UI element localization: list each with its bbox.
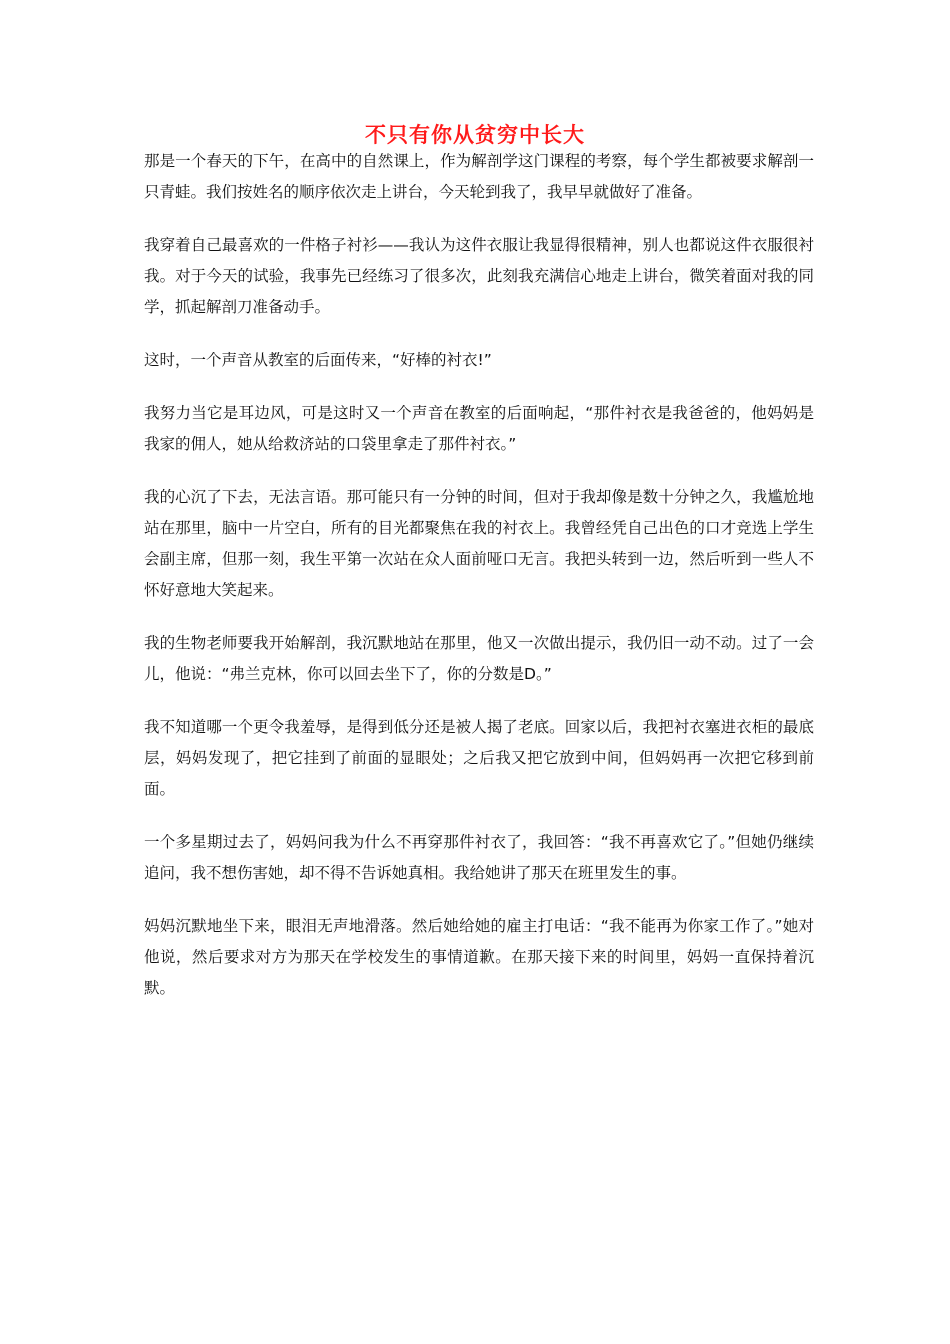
paragraph-1: 那是一个春天的下午，在高中的自然课上，作为解剖学这门课程的考察，每个学生都被要求解剖一只青蛙。我们按姓名的顺序依次走上讲台，今天轮到我了，我早早就做好了准备。 bbox=[144, 152, 814, 201]
paragraph-3: 这时，一个声音从教室的后面传来，“好棒的衬衣!” bbox=[144, 351, 492, 369]
paragraph-4: 我努力当它是耳边风，可是这时又一个声音在教室的后面响起，“那件衬衣是我爸爸的，他妈妈是我家的佣人，她从给救济站的口袋里拿走了那件衬衣。” bbox=[144, 404, 814, 453]
document-title: 不只有你从贫穷中长大 bbox=[365, 123, 585, 147]
paragraph-6: 我的生物老师要我开始解剖，我沉默地站在那里，他又一次做出提示，我仍旧一动不动。过了一会儿，他说：“弗兰克林，你可以回去坐下了，你的分数是D。” bbox=[144, 634, 814, 683]
paragraph-7: 我不知道哪一个更令我羞辱，是得到低分还是被人揭了老底。回家以后，我把衬衣塞进衣柜的最底层，妈妈发现了，把它挂到了前面的显眼处；之后我又把它放到中间，但妈妈再一次把它移到前面。 bbox=[144, 718, 814, 798]
document-body bbox=[144, 146, 814, 1026]
paragraph-2: 我穿着自己最喜欢的一件格子衬衫——我认为这件衣服让我显得很精神，别人也都说这件衣服很衬我。对于今天的试验，我事先已经练习了很多次，此刻我充满信心地走上讲台，微笑着面对我的同学，抓起解剖刀准备动手。 bbox=[144, 236, 814, 316]
paragraph-5: 我的心沉了下去，无法言语。那可能只有一分钟的时间，但对于我却像是数十分钟之久，我尴尬地站在那里，脑中一片空白，所有的目光都聚焦在我的衬衣上。我曾经凭自己出色的口才竞选上学生会副主席，但那一刻，我生平第一次站在众人面前哑口无言。我把头转到一边，然后听到一些人不怀好意地大笑起来。 bbox=[144, 488, 814, 599]
paragraph-8: 一个多星期过去了，妈妈问我为什么不再穿那件衬衣了，我回答：“我不再喜欢它了。”但她仍继续追问，我不想伤害她，却不得不告诉她真相。我给她讲了那天在班里发生的事。 bbox=[144, 833, 814, 882]
paragraph-9: 妈妈沉默地坐下来，眼泪无声地滑落。然后她给她的雇主打电话：“我不能再为你家工作了。”她对他说，然后要求对方为那天在学校发生的事情道歉。在那天接下来的时间里，妈妈一直保持着沉默。 bbox=[144, 917, 814, 997]
